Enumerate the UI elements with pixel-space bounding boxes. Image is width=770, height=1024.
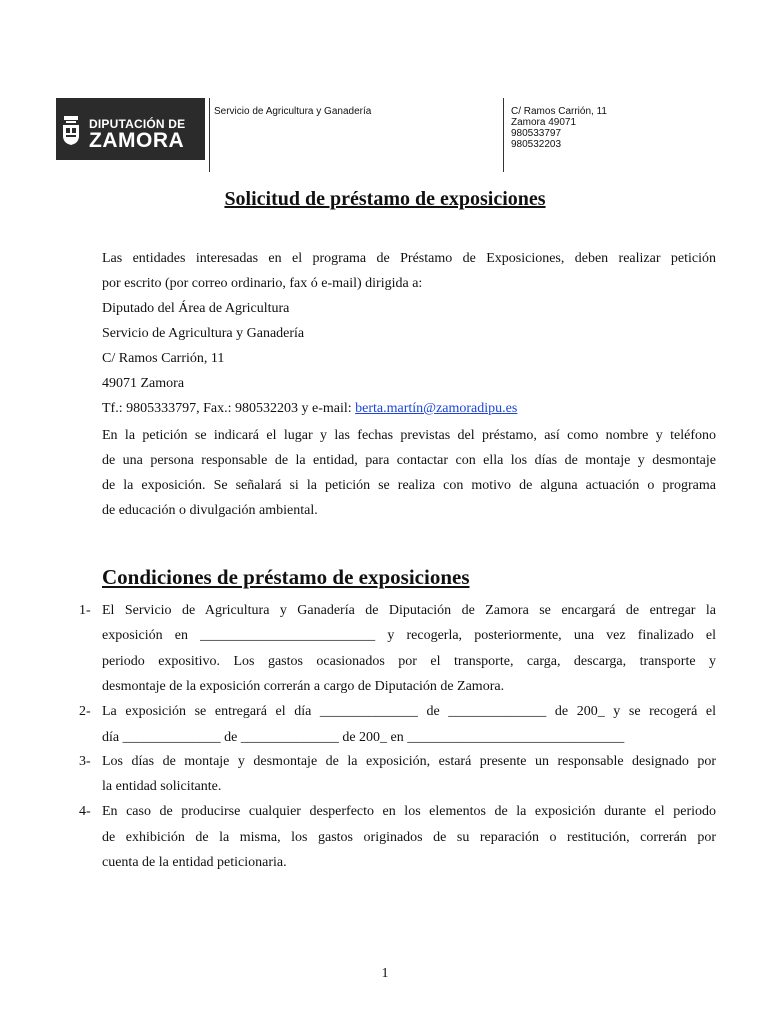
intro-paragraph-line: de una persona responsable de la entidad, para contactar con ella los días de montaje y desmontaje [102, 453, 716, 468]
header-phone: 980533797 [511, 128, 562, 139]
condition-line: periodo expositivo. Los gastos ocasionados por el transporte, carga, descarga, transporte y [102, 654, 716, 669]
email-link[interactable]: berta.martín@zamoradipu.es [355, 401, 518, 416]
condition-number: 4- [79, 804, 91, 819]
header-fax: 980532203 [511, 139, 562, 150]
logo-text-line1: DIPUTACIÓN DE [89, 117, 186, 131]
header-divider-left [209, 98, 210, 172]
condition-line: desmontaje de la exposición correrán a cargo de Diputación de Zamora. [102, 679, 505, 694]
page-number: 1 [381, 966, 389, 981]
header-service: Servicio de Agricultura y Ganadería [214, 106, 372, 117]
addressee-line: C/ Ramos Carrión, 11 [102, 351, 225, 366]
addressee-line: Diputado del Área de Agricultura [102, 301, 290, 316]
condition-line: de exhibición de la misma, los gastos originados de su reparación o restitución, correrán por [102, 830, 716, 845]
addressee-line: Servicio de Agricultura y Ganadería [102, 326, 305, 341]
contact-line [102, 401, 517, 417]
diputacion-zamora-logo [56, 98, 205, 160]
condition-line: El Servicio de Agricultura y Ganadería de Diputación de Zamora se encargará de entregar la [102, 603, 716, 618]
contact-prefix: Tf.: 9805333797, Fax.: 980532203 y e-mail: [102, 401, 356, 416]
condition-number: 2- [79, 704, 91, 719]
header-address-line: Zamora 49071 [511, 117, 577, 128]
addressee-line: 49071 Zamora [102, 376, 185, 391]
conditions-title: Condiciones de préstamo de exposiciones [102, 565, 470, 589]
condition-line: cuenta de la entidad peticionaria. [102, 855, 287, 870]
condition-line: día ______________ de ______________ de 200_ en _______________________________ [102, 730, 625, 745]
condition-line: En caso de producirse cualquier desperfecto en los elementos de la exposición durante el periodo [102, 804, 716, 819]
intro-paragraph-line: de la exposición. Se señalará si la petición se realiza con motivo de alguna actuación o programa [102, 478, 716, 493]
logo-text-line2: ZAMORA [89, 129, 185, 152]
intro-paragraph-line: de educación o divulgación ambiental. [102, 503, 318, 518]
condition-line: la entidad solicitante. [102, 779, 222, 794]
coat-of-arms-icon [62, 116, 80, 146]
condition-line: Los días de montaje y desmontaje de la exposición, estará presente un responsable designado por [102, 754, 716, 769]
condition-line: La exposición se entregará el día ______________ de ______________ de 200_ y se recogerá el [102, 704, 716, 719]
header-divider-right [503, 98, 504, 172]
intro-line: por escrito (por correo ordinario, fax ó e-mail) dirigida a: [102, 276, 423, 291]
intro-line: Las entidades interesadas en el programa de Préstamo de Exposiciones, deben realizar petición [102, 251, 716, 266]
intro-paragraph-line: En la petición se indicará el lugar y las fechas previstas del préstamo, así como nombre y teléfono [102, 428, 716, 443]
condition-number: 1- [79, 603, 91, 618]
header-address-line: C/ Ramos Carrión, 11 [511, 106, 607, 117]
condition-number: 3- [79, 754, 91, 769]
document-title: Solicitud de préstamo de exposiciones [224, 188, 546, 210]
condition-line: exposición en _________________________ y recogerla, posteriormente, una vez finalizado el [102, 628, 716, 643]
